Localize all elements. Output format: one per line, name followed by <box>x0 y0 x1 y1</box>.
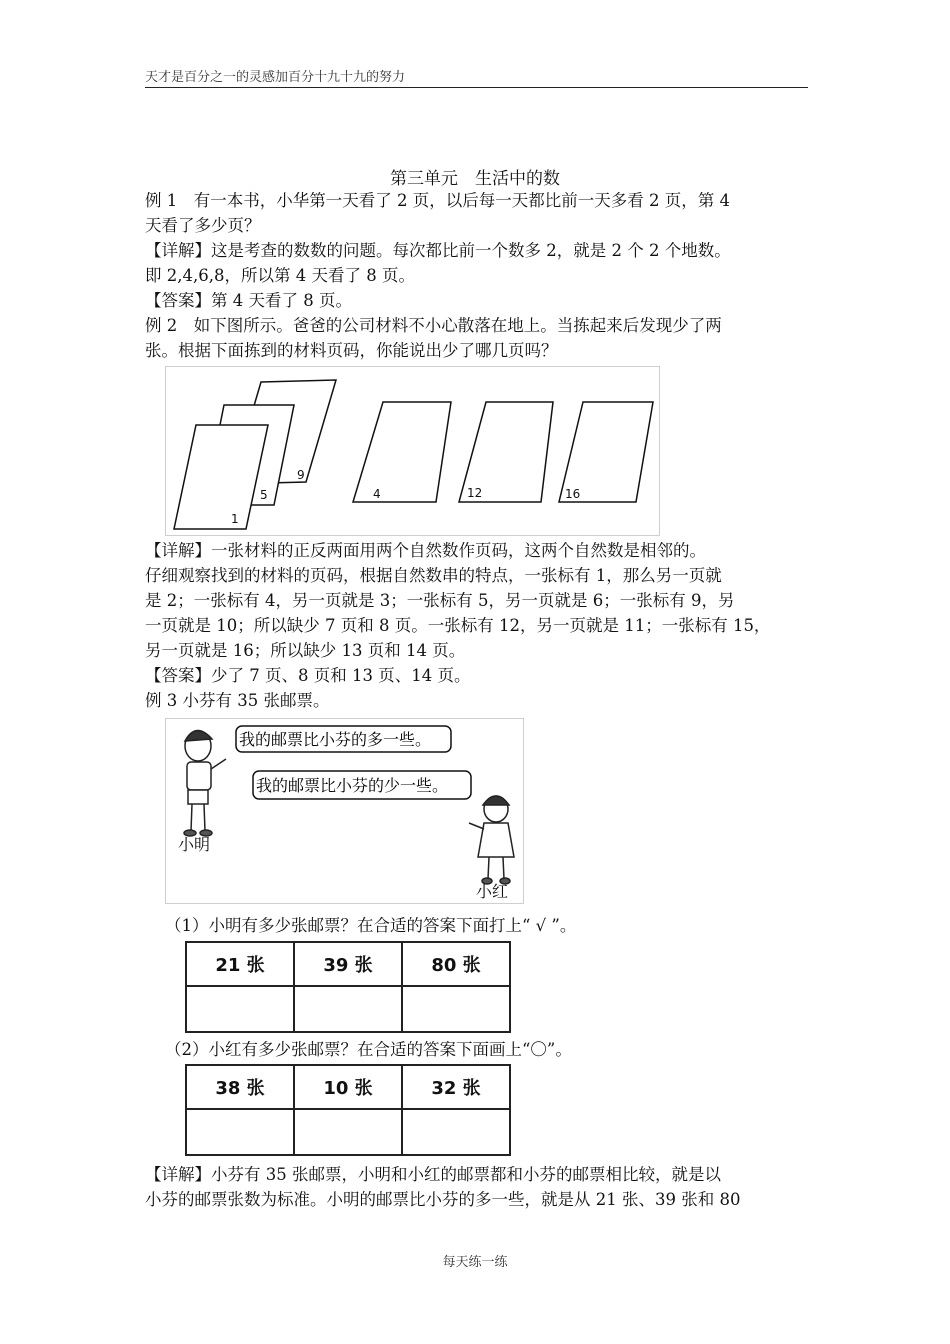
answer-cell[interactable] <box>402 986 510 1032</box>
page-number-12: 12 <box>467 486 483 500</box>
example1-detail-line2: 即 2,4,6,8，所以第 4 天看了 8 页。 <box>145 266 415 285</box>
page-number-9: 9 <box>297 468 305 482</box>
option-cell: 21 张 <box>186 942 294 986</box>
page-number-1: 1 <box>231 512 239 526</box>
unit-title: 第三单元 生活中的数 <box>390 169 560 189</box>
example1-question-line2: 天看了多少页？ <box>145 216 261 235</box>
page-footer: 每天练一练 <box>442 1255 508 1270</box>
option-cell: 10 张 <box>294 1065 402 1109</box>
name-xiaoming: 小明 <box>178 835 211 854</box>
answer-cell[interactable] <box>186 986 294 1032</box>
page-sheet <box>353 402 451 502</box>
boy-figure <box>184 730 226 836</box>
speech-ming-text: 我的邮票比小芬的多一些。 <box>239 730 432 749</box>
example3-detail-line2: 小芬的邮票张数为标准。小明的邮票比小芬的多一些，就是从 21 张、39 张和 80 <box>145 1190 741 1209</box>
answer-cell[interactable] <box>294 986 402 1032</box>
question-1: （1）小明有多少张邮票？在合适的答案下面打上“ √ ”。 <box>165 916 577 935</box>
example2-answer: 【答案】少了 7 页、8 页和 13 页、14 页。 <box>145 666 471 685</box>
example3-question: 例 3 小芬有 35 张邮票。 <box>145 691 330 710</box>
speech-hong-text: 我的邮票比小芬的少一些。 <box>256 776 449 795</box>
option-cell: 39 张 <box>294 942 402 986</box>
page-number-5: 5 <box>260 488 268 502</box>
example2-question-line1: 例 2 如下图所示。爸爸的公司材料不小心散落在地上。当拣起来后发现少了两 <box>145 316 722 335</box>
scattered-pages-figure <box>165 366 660 536</box>
example2-question-line2: 张。根据下面拣到的材料页码，你能说出少了哪几页吗？ <box>145 341 558 360</box>
page-header: 天才是百分之一的灵感加百分十九十九的努力 <box>145 66 808 88</box>
option-cell: 80 张 <box>402 942 510 986</box>
answer-table-2 <box>185 1064 511 1156</box>
children-drawing <box>166 719 523 903</box>
girl-figure <box>469 796 514 884</box>
answer-table-1 <box>185 941 511 1033</box>
example1-detail-line1: 【详解】这是考查的数数的问题。每次都比前一个数多 2，就是 2 个 2 个地数。 <box>145 241 731 260</box>
page-number-4: 4 <box>373 487 381 501</box>
answer-cell[interactable] <box>402 1109 510 1155</box>
option-cell: 38 张 <box>186 1065 294 1109</box>
page-sheet <box>174 425 268 529</box>
example1-answer: 【答案】第 4 天看了 8 页。 <box>145 291 352 310</box>
answer-cell[interactable] <box>294 1109 402 1155</box>
example1-question-line1: 例 1 有一本书，小华第一天看了 2 页，以后每一天都比前一天多看 2 页，第 4 <box>145 191 730 210</box>
example2-detail-line5: 另一页就是 16；所以缺少 13 页和 14 页。 <box>145 641 466 660</box>
example2-detail-line3: 是 2；一张标有 4，另一页就是 3；一张标有 5，另一页就是 6；一张标有 9，另 <box>145 591 735 610</box>
children-illustration <box>165 718 524 904</box>
option-cell: 32 张 <box>402 1065 510 1109</box>
page-number-16: 16 <box>565 487 581 501</box>
example2-detail-line2: 仔细观察找到的材料的页码，根据自然数串的特点，一张标有 1，那么另一页就 <box>145 566 722 585</box>
answer-cell[interactable] <box>186 1109 294 1155</box>
scattered-pages-drawing <box>166 367 659 535</box>
question-2: （2）小红有多少张邮票？在合适的答案下面画上“〇”。 <box>165 1040 572 1059</box>
example2-detail-line4: 一页就是 10；所以缺少 7 页和 8 页。一张标有 12，另一页就是 11；一张标有 15， <box>145 616 771 635</box>
example2-detail-line1: 【详解】一张材料的正反两面用两个自然数作页码，这两个自然数是相邻的。 <box>145 541 706 560</box>
example3-detail-line1: 【详解】小芬有 35 张邮票，小明和小红的邮票都和小芬的邮票相比较，就是以 <box>145 1165 721 1184</box>
name-xiaohong: 小红 <box>476 882 509 901</box>
